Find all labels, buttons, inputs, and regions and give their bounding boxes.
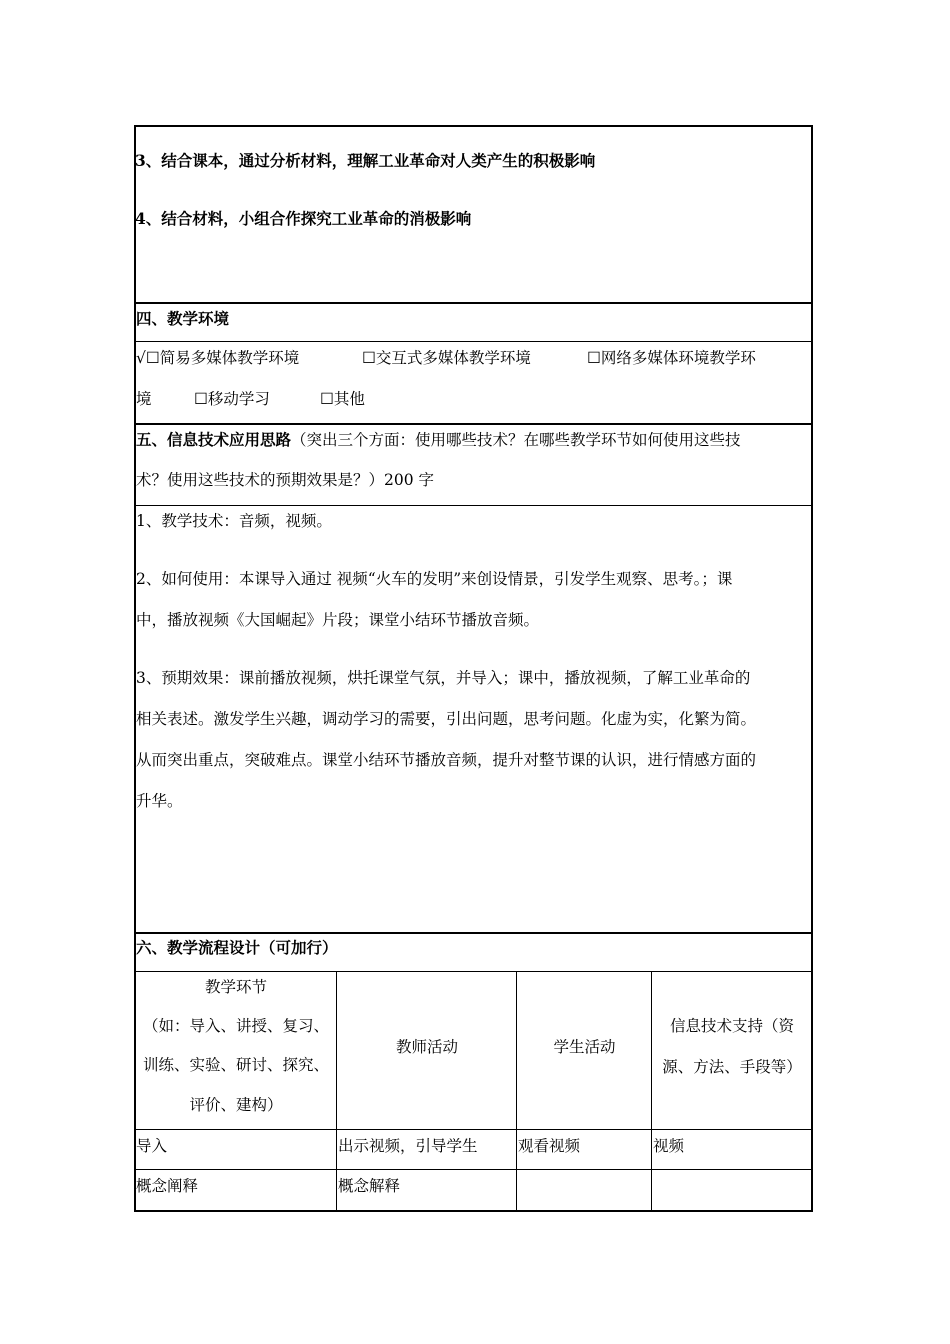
tech-paragraph-2-line1: 2、如何使用：本课导入通过 视频“火车的发明”来创设情景，引发学生观察、思考。；课	[136, 570, 733, 588]
divider-row-1	[134, 1129, 813, 1130]
header-teaching-stage-line2: （如：导入、讲授、复习、	[142, 1017, 329, 1035]
row1-teacher-activity: 出示视频，引导学生	[338, 1137, 478, 1155]
divider-section6	[134, 932, 813, 934]
env-option-simple-multimedia: √☐简易多媒体教学环境	[136, 349, 300, 367]
header-it-support-line2: 源、方法、手段等）	[662, 1058, 802, 1076]
tech-paragraph-3-line4: 升华。	[136, 792, 183, 810]
section5-note: （突出三个方面：使用哪些技术？在哪些教学环节如何使用这些技	[291, 431, 741, 449]
section5-heading: 五、信息技术应用思路	[136, 430, 292, 449]
tech-paragraph-3-line3: 从而突出重点，突破难点。课堂小结环节播放音频，提升对整节课的认识，进行情感方面的	[136, 751, 757, 769]
row2-teacher-activity: 概念解释	[338, 1177, 401, 1195]
header-teaching-stage-line3: 训练、实验、研讨、探究、	[142, 1056, 329, 1074]
divider-row-2	[134, 1169, 813, 1170]
objective-item-4: 4、结合材料，小组合作探究工业革命的消极影响	[135, 209, 472, 228]
divider-section5	[134, 423, 813, 425]
section4-heading: 四、教学环境	[136, 309, 230, 328]
column-divider-2	[516, 971, 517, 1211]
env-option-other: ☐其他	[320, 390, 365, 408]
header-student-activity: 学生活动	[553, 1038, 616, 1056]
section6-heading: 六、教学流程设计（可加行）	[136, 938, 338, 957]
column-divider-1	[336, 971, 337, 1211]
env-option-interactive-multimedia: ☐交互式多媒体教学环境	[362, 349, 531, 367]
env-option-network-multimedia-cont: 境	[136, 390, 152, 408]
divider-section4-body	[134, 341, 813, 342]
row1-it-support: 视频	[653, 1137, 685, 1155]
row1-stage: 导入	[136, 1137, 168, 1155]
header-it-support-line1: 信息技术支持（资	[669, 1017, 794, 1035]
env-option-mobile-learning: ☐移动学习	[194, 390, 270, 408]
header-teacher-activity: 教师活动	[395, 1038, 458, 1056]
env-option-network-multimedia: ☐网络多媒体环境教学环	[587, 349, 756, 367]
section5-heading-line	[136, 430, 741, 450]
tech-paragraph-3-line1: 3、预期效果：课前播放视频，烘托课堂气氛，并导入；课中，播放视频，了解工业革命的	[136, 669, 751, 687]
tech-paragraph-3-line2: 相关表述。激发学生兴趣，调动学习的需要，引出问题，思考问题。化虚为实，化繁为简。	[136, 710, 757, 728]
column-divider-3	[651, 971, 652, 1211]
divider-section5-body	[134, 505, 813, 506]
row2-stage: 概念阐释	[136, 1177, 199, 1195]
row1-student-activity: 观看视频	[518, 1137, 581, 1155]
header-teaching-stage-line1: 教学环节	[204, 978, 267, 996]
tech-paragraph-2-line2: 中，播放视频《大国崛起》片段；课堂小结环节播放音频。	[136, 611, 540, 629]
header-teaching-stage-line4: 评价、建构）	[189, 1096, 283, 1114]
tech-paragraph-1: 1、教学技术：音频，视频。	[136, 512, 332, 530]
divider-section4	[134, 302, 813, 304]
section5-note-cont: 术？使用这些技术的预期效果是？）200 字	[136, 471, 435, 489]
divider-flow-header	[134, 971, 813, 972]
objective-item-3: 3、结合课本，通过分析材料，理解工业革命对人类产生的积极影响	[135, 151, 596, 170]
